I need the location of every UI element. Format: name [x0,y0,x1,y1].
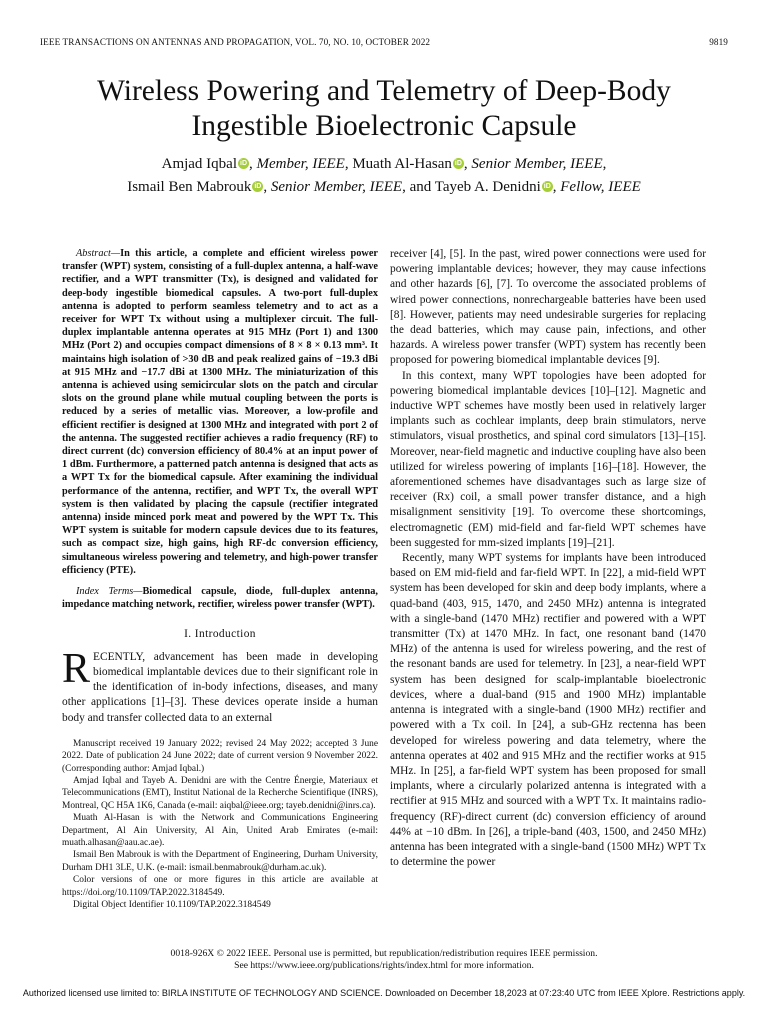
footnote-affiliation: Ismail Ben Mabrouk is with the Department of Engineering, Durham University, Durham DH1 3LE, U.K. (e-mail: ismail.benmabrouk@durham.ac.uk). [62,850,378,873]
author-role: Member, IEEE [256,156,345,172]
page-number: 9819 [709,37,728,47]
abstract [62,247,378,577]
index-terms [62,585,378,611]
left-column [62,247,378,911]
orcid-icon[interactable]: iD [543,183,551,190]
author-line-2: Ismail Ben Mabrouk iD , Senior Member, IEEE, and Tayeb A. Denidni iD , Fellow, IEEE [127,179,641,195]
author-name: Tayeb A. Denidni [434,179,541,195]
license-footer: Authorized licensed use limited to: BIRLA INSTITUTE OF TECHNOLOGY AND SCIENCE. Downloaded on December 18,2023 at 07:23:40 UTC from IEEE Xplore. Restrictions apply. [22,988,746,998]
author-role: Senior Member, IEEE [270,179,403,195]
footnote-manuscript: Manuscript received 19 January 2022; revised 24 May 2022; accepted 3 June 2022. Date of publication 24 June 2022; date of current version 9 November 2022. (Corresponding author: Amjad Iqbal.) [62,738,378,774]
body-paragraph: Recently, many WPT systems for implants have been introduced based on EM mid-field and far-field WPT. In [22], a mid-field WPT system has been developed for skin and deep body implants, where a quad-band (403, 915, 1470, and 2450 MHz) antenna is integrated with a single-band (1470 MHz) rectifier and powered with a WPT transmitter (Tx) at 1470 MHz. In fact, one resonant band (1470 MHz) of the antenna is used for wireless powering, and the rest of the resonant bands are used for telemetry. In [23], a near-field WPT system has been designed for scalp-implantable bioelectronic devices, where a dual-band (915 and 1900 MHz) implantable antenna is integrated with a single-band (1900 MHz) rectifier and powered with a Tx coil. In [24], a sub-GHz rectenna has been developed for wireless powering and data telemetry, where the antenna operates at 402 and 915 MHz and the rectifier works at 915 MHz. In [25], a far-field WPT system has been proposed for small implants, where a circularly polarized antenna is integrated with a rectifier at 915 MHz and sourced with a WPT Tx. It maintains radio-frequency (RF)-direct current (dc) conversion efficiency of around 44% at −10 dBm. In [26], a triple-band (403, 1500, and 2450 MHz) antenna has been integrated with a single-band (1500 MHz) WPT Tx to determine the power [390,552,706,869]
orcid-icon[interactable]: iD [240,160,248,167]
footnote-affiliation: Amjad Iqbal and Tayeb A. Denidni are with the Centre Énergie, Materiaux et Telecommunications (EMT), Institut National de la Recherche Scientifique (INRS), Montreal, QC H5A 1K6, Canada (e-mail: aiqbal@ieee.org; tayeb.denidni@inrs.ca). [62,775,378,811]
copyright-notice [40,948,728,972]
journal-name: IEEE TRANSACTIONS ON ANTENNAS AND PROPAGATION, VOL. 70, NO. 10, OCTOBER 2022 [40,37,431,47]
index-terms-label: Index Terms— [76,586,143,598]
footnote-doi: Digital Object Identifier 10.1109/TAP.2022.3184549 [73,899,271,910]
copyright-line-2: See https://www.ieee.org/publications/rights/index.html for more information. [234,960,534,971]
author-line-1: Amjad Iqbal iD , Member, IEEE, Muath Al-Hasan iD , Senior Member, IEEE, [161,156,607,172]
and-conjunction: and [409,179,432,195]
footnotes [62,738,378,912]
author-list [40,153,728,199]
abstract-label: Abstract— [76,248,121,259]
author-name: Muath Al-Hasan [352,156,452,172]
intro-text: ECENTLY, advancement has been made in developing biomedical implantable devices due to their significant role in the identification of in-body infections, diseases, and many other applications [1]–[3]. These devices operate inside a human body and transfer collected data to an external [62,650,378,724]
section-heading: I. Introduction [184,628,256,641]
right-column [390,247,706,870]
copyright-line-1: 0018-926X © 2022 IEEE. Personal use is permitted, but republication/redistribution requires IEEE permission. [170,948,598,959]
drop-cap: R [62,645,91,692]
orcid-icon[interactable]: iD [254,183,262,190]
title-line-1: Wireless Powering and Telemetry of Deep-Body [97,75,671,107]
paper-title [40,74,728,144]
body-paragraph: receiver [4], [5]. In the past, wired power connections were used for powering implantable devices; however, they may cause infections and other hazards [6], [7]. To overcome the associated problems of wired power connections, nonrechargeable batteries have been used [8]. However, patients may need undesirable surgeries for replacing the dead batteries, which may cause pain, infections, and other hazards. A wireless power transfer (WPT) system has recently been proposed for powering biomedical implantable devices [9]. [390,248,706,367]
footnote-affiliation: Muath Al-Hasan is with the Network and Communications Engineering Department, Al Ain University, Al Ain, United Arab Emirates (e-mail: muath.alhasan@aau.ac.ae). [62,813,378,848]
author-name: Amjad Iqbal [161,156,238,172]
title-line-2: Ingestible Bioelectronic Capsule [191,110,577,142]
author-name: Ismail Ben Mabrouk [127,179,252,195]
author-role: Fellow, IEEE [560,179,641,195]
footnote-color: Color versions of one or more figures in this article are available at https://doi.org/10.1109/TAP.2022.3184549. [62,875,378,898]
index-terms-text: Biomedical capsule, diode, full-duplex antenna, impedance matching network, rectifier, wireless power transfer (WPT). [62,586,378,611]
author-role: Senior Member, IEEE [471,156,603,172]
orcid-icon[interactable]: iD [454,160,462,167]
body-paragraph: In this context, many WPT topologies have been adopted for powering biomedical implantable devices [10]–[12]. Magnetic and inductive WPT schemes have mostly been used in relatively larger implants such as cochlear implants, deep brain stimulators, nerve stimulators, visual prosthetics, and spinal cord simulators [13]–[15]. Moreover, near-field magnetic and inductive coupling have also been utilized for wireless powering of implants [16]–[18]. However, the aforementioned schemes have disadvantages such as large size of receiver (Rx) coil, a small power transfer distance, and a high misalignment sensitivity [19]. To overcome these shortcomings, electromagnetic (EM) mid-field and far-field WPT schemes have been suggested for mm-sized implants [19]–[21]. [390,369,706,549]
abstract-text: In this article, a complete and efficient wireless power transfer (WPT) system, consisting of a full-duplex antenna, a half-wave rectifier, and a WPT transmitter (Tx), is designed and validated for deep-body ingestible biomedical capsules. A two-port full-duplex antenna is adopted to perform seamless telemetry and to act as a receiver for WPT Tx without using a multiplexer circuit. The full-duplex implantable antenna operates at 915 MHz (Port 1) and 1300 MHz (Port 2) and occupies compact dimensions of 8 × 8 × 0.13 mm³. It maintains high isolation of >30 dB and peak realized gains of −19.3 dBi at 915 MHz and −17.7 dBi at 1300 MHz. The miniaturization of this antenna is achieved using semicircular slots on the patch and circular slots on the ground plane while mutual coupling between the ports is reduced by a series of metallic vias. Moreover, a low-profile and efficient rectifier is designed at 1300 MHz and integrated with port 2 of the antenna. The suggested rectifier achieves a radio frequency (RF) to direct current (dc) conversion efficiency of 80.4% at an input power of 1 dBm. Furthermore, a patterned patch antenna is designed that acts as a WPT Tx for the biomedical capsule. After examining the individual performance of the antenna, rectifier, and WPT Tx, the overall WPT system is then validated by placing the capsule (rectifier integrated antenna) inside minced pork meat and powered by the WPT Tx. This WPT system is suitable for modern capsule devices due to its features, such as compact size, high gains, high RF-dc conversion efficiency, simultaneous wireless powering and telemetry, and high-power transfer efficiency (PTE). [62,248,378,576]
intro-paragraph [62,645,378,726]
